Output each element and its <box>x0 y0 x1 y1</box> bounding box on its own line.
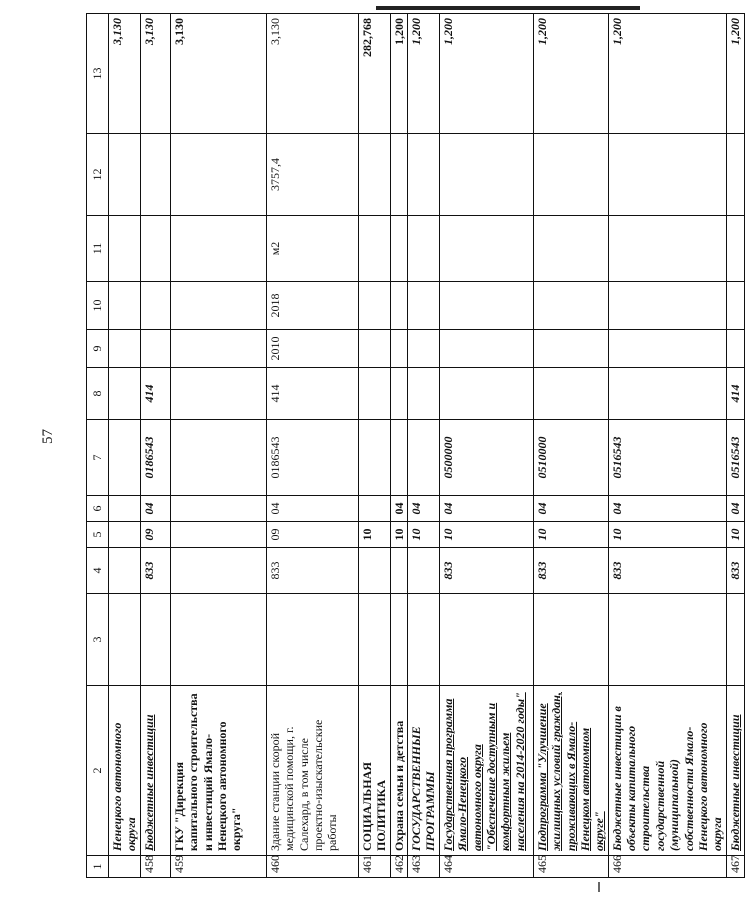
table-cell: 414 <box>726 368 744 420</box>
table-cell <box>533 330 608 368</box>
table-cell: 2010 <box>266 330 358 368</box>
table-cell <box>439 368 533 420</box>
table-cell <box>358 282 390 330</box>
table-cell: 461 <box>358 856 390 878</box>
table-cell: 0500000 <box>439 420 533 496</box>
table-cell: 09 <box>140 522 170 548</box>
table-cell: 04 <box>140 496 170 522</box>
table-cell: 462 <box>390 856 407 878</box>
table-cell: 459 <box>170 856 266 878</box>
table-body <box>109 14 745 878</box>
column-header-11: 11 <box>87 216 109 282</box>
column-header-2: 2 <box>87 686 109 856</box>
column-header-13: 13 <box>87 14 109 134</box>
table-cell: 1,200 <box>533 14 608 134</box>
table-row <box>358 14 390 878</box>
table-cell <box>109 548 141 594</box>
table-cell <box>439 330 533 368</box>
table-cell: 466 <box>608 856 726 878</box>
row-name-cell: Здание станции скорой медицинской помощи, г. Салехард, в том числе проектно-изыскательские работы <box>266 686 358 856</box>
table-cell <box>390 368 407 420</box>
table-cell <box>439 594 533 686</box>
table-cell <box>109 594 141 686</box>
table-cell: 10 <box>390 522 407 548</box>
table-cell: 833 <box>266 548 358 594</box>
table-cell <box>358 548 390 594</box>
table-cell <box>358 216 390 282</box>
table-cell <box>170 522 266 548</box>
table-cell <box>140 594 170 686</box>
table-cell: 04 <box>266 496 358 522</box>
table-cell: 465 <box>533 856 608 878</box>
row-name-cell: Бюджетные инвестиции <box>726 686 744 856</box>
table-cell: 467 <box>726 856 744 878</box>
table-cell <box>170 496 266 522</box>
table-cell <box>170 594 266 686</box>
table-row <box>726 14 744 878</box>
row-name-cell: Охрана семьи и детства <box>390 686 407 856</box>
table-cell <box>407 594 439 686</box>
column-header-8: 8 <box>87 368 109 420</box>
table-cell <box>533 368 608 420</box>
table-cell <box>140 134 170 216</box>
scan-edge-mark <box>598 882 600 892</box>
table-cell <box>407 282 439 330</box>
table-cell <box>407 548 439 594</box>
table-cell: 833 <box>726 548 744 594</box>
table-cell: 3,130 <box>170 14 266 134</box>
table-cell <box>109 496 141 522</box>
row-name-cell: Бюджетные инвестиции в объекты капитального строительства государственной (муниципальной) собственности Ямало-Ненецкого автономного округа <box>608 686 726 856</box>
column-header-5: 5 <box>87 522 109 548</box>
table-cell <box>109 856 141 878</box>
table-cell: 458 <box>140 856 170 878</box>
table-header-row <box>87 14 109 878</box>
table-cell: 0516543 <box>608 420 726 496</box>
table-cell <box>390 420 407 496</box>
table-cell <box>390 330 407 368</box>
table-cell <box>170 368 266 420</box>
row-name-cell: СОЦИАЛЬНАЯ ПОЛИТИКА <box>358 686 390 856</box>
table-cell <box>726 594 744 686</box>
table-cell <box>140 216 170 282</box>
column-header-12: 12 <box>87 134 109 216</box>
table-cell <box>170 330 266 368</box>
rotated-table-container <box>86 14 742 878</box>
table-cell <box>170 420 266 496</box>
table-cell: 0186543 <box>266 420 358 496</box>
table-cell: 09 <box>266 522 358 548</box>
table-cell: 3,130 <box>140 14 170 134</box>
row-name-cell: ГОСУДАРСТВЕННЫЕ ПРОГРАММЫ <box>407 686 439 856</box>
table-row <box>390 14 407 878</box>
table-cell <box>726 330 744 368</box>
table-cell <box>726 216 744 282</box>
table-cell <box>390 134 407 216</box>
table-cell: 1,200 <box>439 14 533 134</box>
column-header-9: 9 <box>87 330 109 368</box>
table-cell <box>439 282 533 330</box>
table-cell: 282,768 <box>358 14 390 134</box>
column-header-7: 7 <box>87 420 109 496</box>
table-cell: 04 <box>439 496 533 522</box>
table-cell <box>266 594 358 686</box>
table-row <box>170 14 266 878</box>
column-header-1: 1 <box>87 856 109 878</box>
table-cell <box>109 368 141 420</box>
row-name-cell: Подпрограмма "Улучшение жилищных условий граждан, проживающих в Ямало-Ненецком автономном округе" <box>533 686 608 856</box>
table-cell <box>533 282 608 330</box>
table-cell <box>390 594 407 686</box>
table-cell <box>533 216 608 282</box>
table-cell <box>109 134 141 216</box>
table-cell <box>439 134 533 216</box>
table-row <box>109 14 141 878</box>
table-cell <box>358 496 390 522</box>
table-cell <box>140 330 170 368</box>
table-cell: 0186543 <box>140 420 170 496</box>
column-header-6: 6 <box>87 496 109 522</box>
table-row <box>266 14 358 878</box>
table-cell <box>358 368 390 420</box>
page-number: 57 <box>40 429 56 444</box>
table-cell <box>608 330 726 368</box>
table-cell <box>358 134 390 216</box>
table-cell: 3,130 <box>266 14 358 134</box>
table-cell: 1,200 <box>608 14 726 134</box>
table-cell <box>109 330 141 368</box>
table-cell <box>608 282 726 330</box>
table-cell <box>390 216 407 282</box>
table-cell: 1,200 <box>407 14 439 134</box>
column-header-3: 3 <box>87 594 109 686</box>
table-row <box>407 14 439 878</box>
table-row <box>533 14 608 878</box>
scan-edge-line <box>376 6 640 10</box>
row-name-cell: Бюджетные инвестиции <box>140 686 170 856</box>
table-cell: 04 <box>407 496 439 522</box>
table-cell: 0510000 <box>533 420 608 496</box>
table-cell <box>726 134 744 216</box>
table-cell: м2 <box>266 216 358 282</box>
table-row <box>608 14 726 878</box>
table-cell: 463 <box>407 856 439 878</box>
table-cell: 833 <box>140 548 170 594</box>
table-cell: 414 <box>140 368 170 420</box>
table-cell <box>407 134 439 216</box>
table-cell <box>608 134 726 216</box>
table-cell <box>109 216 141 282</box>
table-cell <box>407 216 439 282</box>
table-cell: 414 <box>266 368 358 420</box>
table-cell <box>608 368 726 420</box>
table-cell <box>170 216 266 282</box>
table-cell: 833 <box>439 548 533 594</box>
table-cell: 10 <box>439 522 533 548</box>
column-header-10: 10 <box>87 282 109 330</box>
table-cell <box>170 282 266 330</box>
table-cell: 464 <box>439 856 533 878</box>
table-cell: 2018 <box>266 282 358 330</box>
row-name-cell: ГКУ "Дирекция капитального строительства и инвестиций Ямало-Ненецкого автономного округа" <box>170 686 266 856</box>
column-header-4: 4 <box>87 548 109 594</box>
table-cell: 10 <box>726 522 744 548</box>
table-cell: 10 <box>358 522 390 548</box>
table-cell <box>407 420 439 496</box>
row-name-cell: Ненецкого автономного округа <box>109 686 141 856</box>
table-cell <box>358 330 390 368</box>
table-cell: 3,130 <box>109 14 141 134</box>
row-name-cell: Государственная программа Ямало-Ненецкого автономного округа "Обеспечение доступным и комфортным жильем населения на 2014-2020 годы" <box>439 686 533 856</box>
table-cell: 04 <box>608 496 726 522</box>
table-cell: 04 <box>726 496 744 522</box>
table-cell: 04 <box>390 496 407 522</box>
table-cell: 1,200 <box>726 14 744 134</box>
table-row <box>140 14 170 878</box>
table-cell: 833 <box>533 548 608 594</box>
table-row <box>439 14 533 878</box>
budget-table <box>86 13 745 878</box>
table-cell <box>608 216 726 282</box>
table-cell <box>533 594 608 686</box>
table-cell <box>726 282 744 330</box>
table-cell: 0516543 <box>726 420 744 496</box>
table-cell <box>170 548 266 594</box>
table-cell <box>358 420 390 496</box>
table-cell <box>109 420 141 496</box>
table-cell <box>439 216 533 282</box>
table-cell <box>407 368 439 420</box>
table-cell <box>407 330 439 368</box>
table-cell: 833 <box>608 548 726 594</box>
table-cell <box>109 522 141 548</box>
table-cell: 04 <box>533 496 608 522</box>
table-cell <box>170 134 266 216</box>
table-cell: 10 <box>533 522 608 548</box>
table-cell <box>533 134 608 216</box>
table-cell: 1,200 <box>390 14 407 134</box>
table-cell: 460 <box>266 856 358 878</box>
table-cell <box>358 594 390 686</box>
table-cell <box>390 282 407 330</box>
table-cell <box>140 282 170 330</box>
table-cell <box>608 594 726 686</box>
table-cell: 10 <box>608 522 726 548</box>
table-cell: 10 <box>407 522 439 548</box>
table-cell <box>390 548 407 594</box>
table-cell <box>109 282 141 330</box>
table-cell: 3757,4 <box>266 134 358 216</box>
